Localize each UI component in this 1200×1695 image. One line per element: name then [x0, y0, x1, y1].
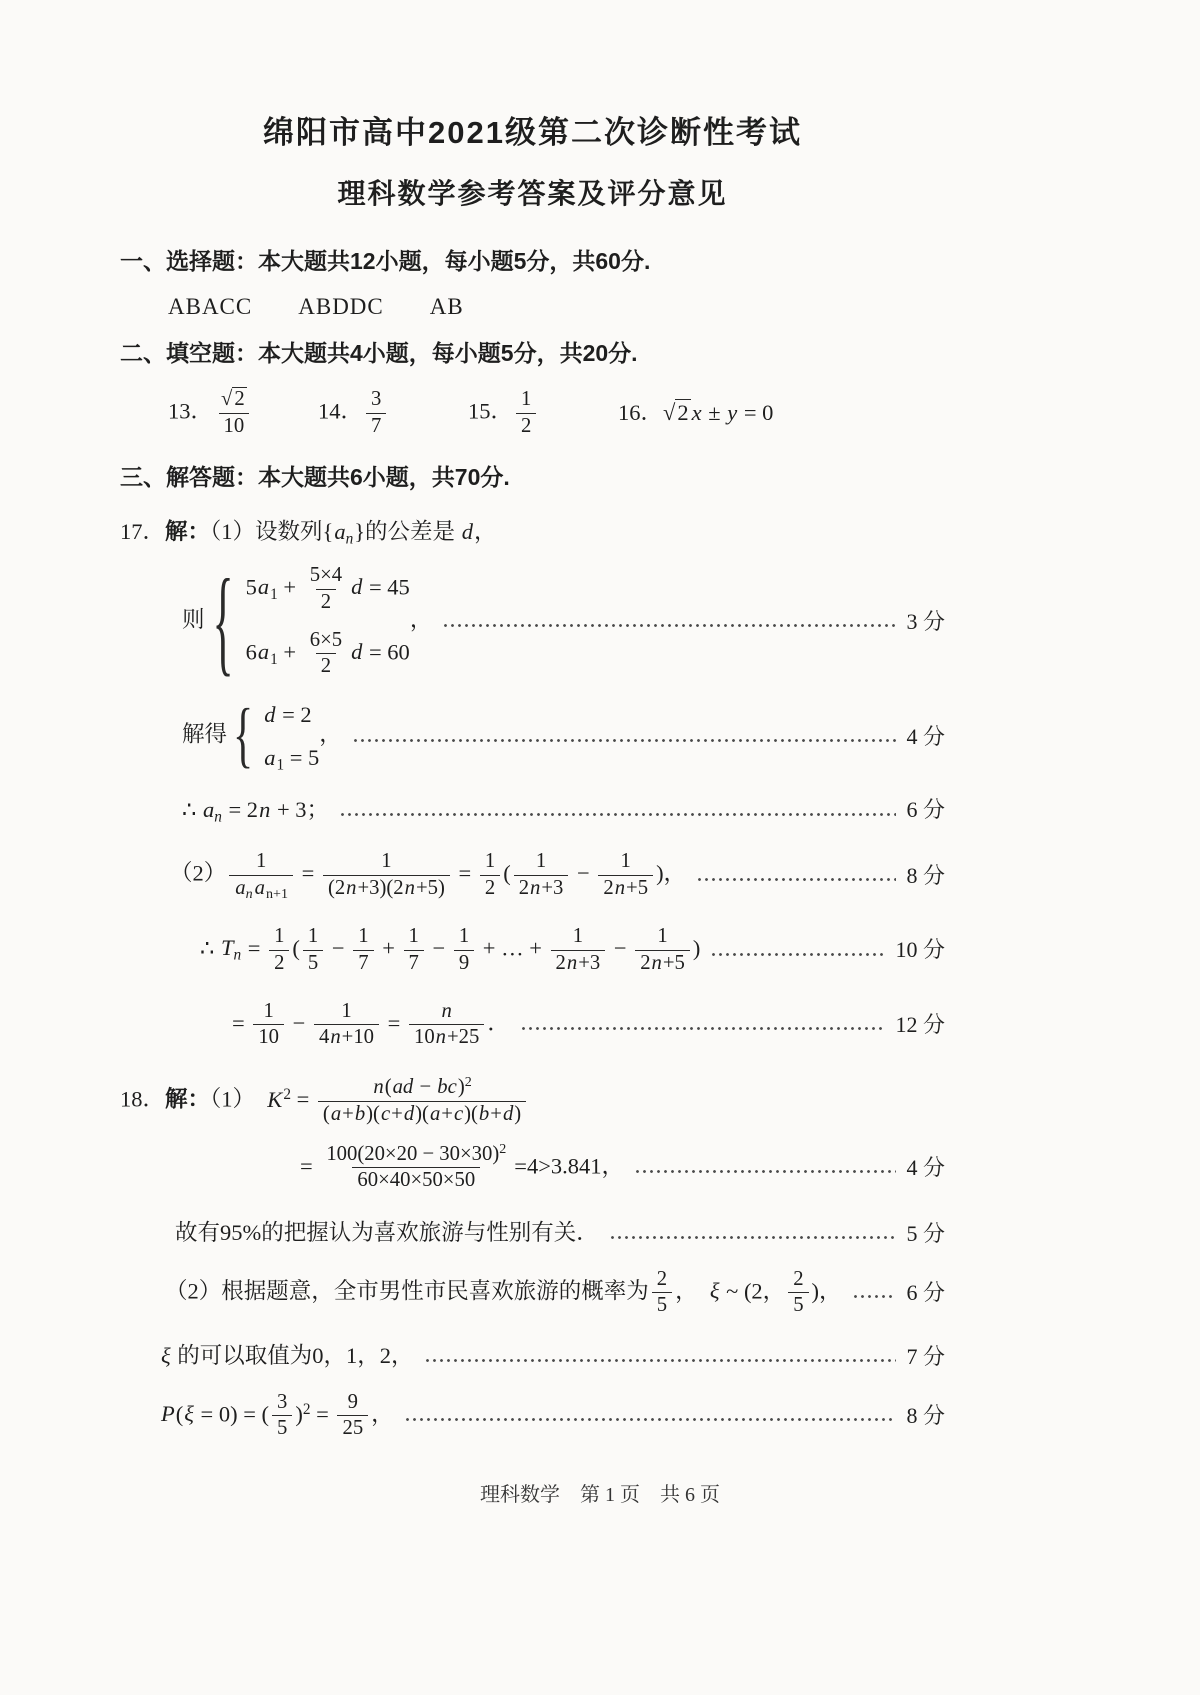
q18-intro-line — [120, 1075, 945, 1128]
dotted-leader — [339, 810, 896, 819]
q18-step-xi-values — [120, 1341, 945, 1371]
exam-subtitle: 理科数学参考答案及评分意见 — [337, 177, 728, 209]
q17-intro-line — [120, 517, 945, 547]
fill-answer-13: 13． $\frac{√2}{10}$ — [168, 387, 318, 440]
dotted-leader — [442, 621, 896, 630]
q17-intro-text: 17．解：（1）设数列$\{a_n\}$的公差是 d， — [120, 518, 497, 548]
section-fill-header: 二、填空题：本大题共4小题，每小题5分，共20分. — [120, 339, 638, 366]
q18-step-p0 — [120, 1390, 945, 1443]
score-label: 3 分 — [906, 608, 945, 634]
dotted-leader — [852, 1292, 897, 1301]
q17-general-term: ∴ $a_n = 2n + 3$； — [182, 796, 330, 826]
dotted-leader — [609, 1233, 897, 1242]
fill-answers-row — [120, 387, 945, 440]
q18-p0-computation: P(ξ = 0) = ( $\frac{3}{5}$ )$^2$ = $\frac{9}{25}$ ， — [160, 1390, 394, 1443]
q17-tn-expansion: ∴ $T_n$ = $\frac{1}{2}$ ( $\frac{1}{5}$ − $\frac{1}{7}$ + $\frac{1}{7}$ − $\frac{1}{9}$ + … + $\frac{1}{2n+3}$ − $\frac{1}{2n+5}$ ) — [200, 924, 700, 977]
score-label: 12 分 — [895, 1011, 945, 1037]
dotted-leader — [424, 1356, 897, 1365]
q18-step-k2-value — [120, 1142, 945, 1195]
fill-answer-16: 16．√2 x ± y = 0 — [618, 400, 774, 426]
fill-answer-14: 14． $\frac{3}{7}$ — [318, 387, 468, 440]
score-label: 6 分 — [906, 1280, 945, 1306]
q17-step-telescoping-sum — [120, 924, 945, 977]
choice-answers-q1-5: ABACC — [168, 293, 253, 319]
q17-system-equations: 则 { $5a_1$ + $\frac{5\times 4}{2}$ d = 45 $6a_1$ + $\frac{6\times 5}{2}$ d = 60 ， — [182, 554, 433, 688]
dotted-leader — [404, 1415, 897, 1424]
q17-step-solve-system — [120, 695, 945, 777]
dotted-leader — [710, 950, 885, 959]
q17-step-part2-decompose — [120, 849, 945, 902]
q17-step-system — [120, 554, 945, 688]
score-label: 5 分 — [906, 1220, 945, 1246]
dotted-leader — [634, 1167, 896, 1176]
page-footer: 理科数学 第 1 页 共 6 页 — [480, 1484, 720, 1506]
q17-step-final-result — [120, 999, 945, 1052]
dotted-leader — [696, 875, 896, 884]
exam-title: 绵阳市高中2021级第二次诊断性考试 — [263, 115, 802, 150]
q17-step-general-term — [120, 795, 945, 825]
section-solve-header: 三、解答题：本大题共6小题，共70分. — [120, 463, 510, 490]
score-label: 8 分 — [906, 1403, 945, 1429]
score-label: 4 分 — [906, 1155, 945, 1181]
q18-xi-values-text: ξ 的可以取值为0，1，2， — [161, 1343, 414, 1369]
q17-partial-fractions: （2） $\frac{1}{a_na_{n+1}}$ = $\frac{1}{(2n+3)(2n+5)}$ = $\frac{1}{2}$ ( $\frac{1}{2n+3}$ − $\frac{1}{2n+5}$ )， — [170, 850, 687, 903]
score-label: 7 分 — [906, 1343, 945, 1369]
choice-answers-q6-10: ABDDC — [298, 293, 384, 319]
dotted-leader — [352, 736, 897, 745]
q18-step-part2-setup — [120, 1267, 945, 1320]
fill-answer-15: 15． $\frac{1}{2}$ — [468, 387, 618, 440]
choice-answers-row — [120, 291, 945, 322]
q18-step-conclusion — [120, 1218, 945, 1248]
score-label: 8 分 — [906, 862, 945, 888]
q18-k2-formula: 18．解：（1） $K^2$ = $\frac{n(ad - bc)^2}{(a+b)(c+d)(a+c)(b+d)}$ — [120, 1075, 529, 1128]
q18-conclusion-text: 故有95%的把握认为喜欢旅游与性别有关． — [175, 1220, 599, 1246]
q17-solved-values: 解得 { d = 2 $a_1 = 5$ ， — [182, 695, 342, 777]
q18-k2-computation: = $\frac{100(20\times 20 - 30\times 30)^2}{60\times 40\times 50\times 50}$ =4>3.841， — [300, 1142, 624, 1195]
score-label: 4 分 — [906, 723, 945, 749]
choice-answers-q11-12: AB — [429, 293, 464, 319]
q17-tn-result: = $\frac{1}{10}$ − $\frac{1}{4n+10}$ = $\frac{n}{10n+25}$ ． — [232, 999, 510, 1052]
section-choice-header: 一、选择题：本大题共12小题，每小题5分，共60分. — [120, 247, 651, 274]
score-label: 6 分 — [906, 797, 945, 823]
dotted-leader — [520, 1024, 886, 1033]
score-label: 10 分 — [895, 937, 945, 963]
q18-probability-setup: （2）根据题意，全市男性市民喜欢旅游的概率为 $\frac{2}{5}$ ， ξ ~ (2， $\frac{2}{5}$ )， — [165, 1267, 842, 1320]
